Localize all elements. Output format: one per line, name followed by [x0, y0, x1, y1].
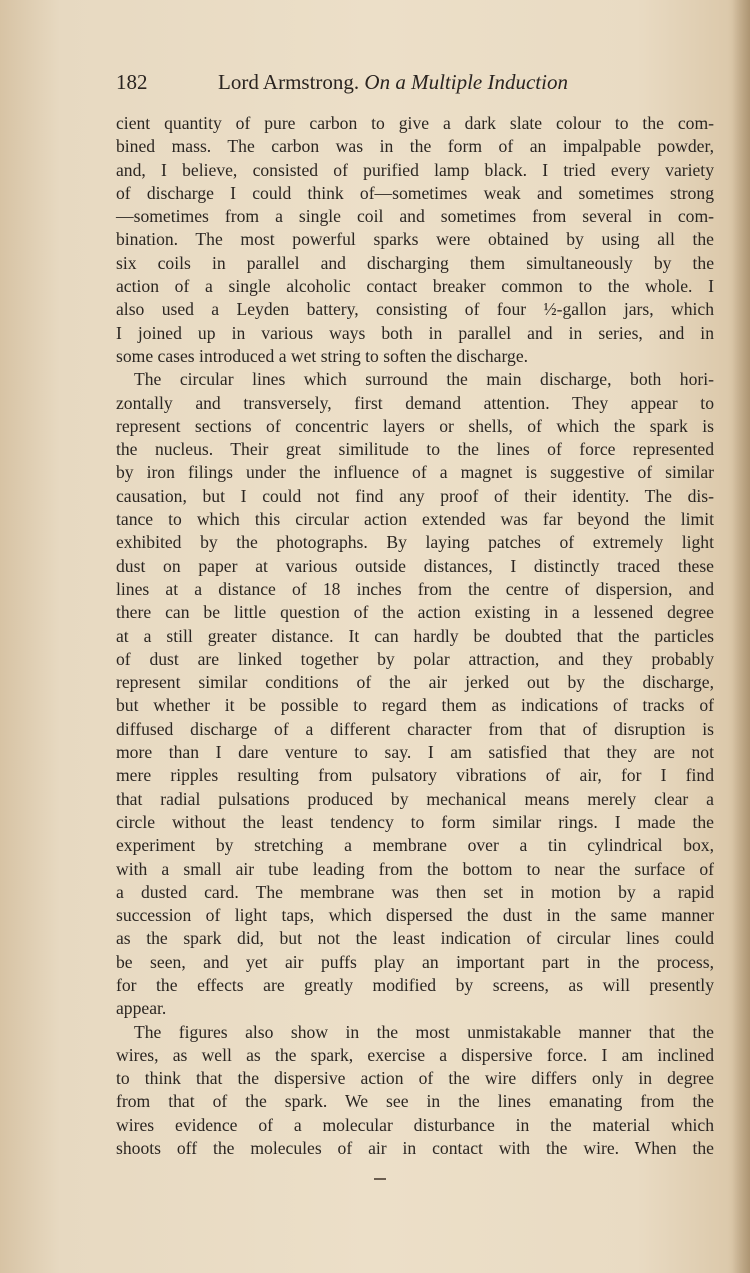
- text-line: more than I dare venture to say. I am satisfied that they are not: [116, 742, 714, 763]
- text-line: mere ripples resulting from pulsatory vibrations of air, for I find: [116, 765, 714, 786]
- text-line: also used a Leyden battery, consisting of four ½-gallon jars, which: [116, 299, 714, 320]
- text-line: wires, as well as the spark, exercise a dispersive force. I am inclined: [116, 1044, 714, 1065]
- paragraph-end-line: some cases introduced a wet string to soften the discharge.: [116, 345, 529, 366]
- article-title: On a Multiple Induction: [364, 70, 568, 94]
- text-line: exhibited by the photographs. By laying patches of extremely light: [116, 532, 714, 553]
- paragraph-start-line: The figures also show in the most unmistakable manner that the: [134, 1021, 714, 1042]
- paragraph-end-line: appear.: [116, 998, 167, 1019]
- text-line: dust on paper at various outside distances, I distinctly traced these: [116, 555, 714, 576]
- text-line: to think that the dispersive action of the wire differs only in degree: [116, 1068, 714, 1089]
- text-line: represent sections of concentric layers or shells, of which the spark is: [116, 415, 714, 436]
- text-line: causation, but I could not find any proof of their identity. The dis-: [116, 485, 714, 506]
- text-line: diffused discharge of a different character from that of disruption is: [116, 718, 714, 739]
- text-line: six coils in parallel and discharging them simultaneously by the: [116, 252, 714, 273]
- text-line: and, I believe, consisted of purified lamp black. I tried every variety: [116, 159, 714, 180]
- paragraph-start-line: The circular lines which surround the main discharge, both hori-: [134, 369, 714, 390]
- text-line: wires evidence of a molecular disturbance in the material which: [116, 1114, 714, 1135]
- text-line: I joined up in various ways both in parallel and in series, and in: [116, 322, 714, 343]
- text-line: experiment by stretching a membrane over a tin cylindrical box,: [116, 835, 714, 856]
- text-line: succession of light taps, which dispersed the dust in the same manner: [116, 905, 714, 926]
- text-line: a dusted card. The membrane was then set in motion by a rapid: [116, 881, 714, 902]
- text-line: by iron filings under the influence of a magnet is suggestive of similar: [116, 462, 714, 483]
- text-line: the nucleus. Their great similitude to the lines of force represented: [116, 439, 714, 460]
- printer-mark: [374, 1178, 386, 1180]
- text-line: bination. The most powerful sparks were obtained by using all the: [116, 229, 714, 250]
- text-line: lines at a distance of 18 inches from the centre of dispersion, and: [116, 578, 714, 599]
- text-line: shoots off the molecules of air in contact with the wire. When the: [116, 1138, 714, 1159]
- text-line: be seen, and yet air puffs play an important part in the process,: [116, 951, 714, 972]
- author-name: Lord Armstrong.: [218, 70, 360, 94]
- text-line: circle without the least tendency to form similar rings. I made the: [116, 811, 714, 832]
- text-line: there can be little question of the action existing in a lessened degree: [116, 602, 714, 623]
- text-line: with a small air tube leading from the bottom to near the surface of: [116, 858, 714, 879]
- text-line: of dust are linked together by polar attraction, and they probably: [116, 648, 714, 669]
- text-line: cient quantity of pure carbon to give a dark slate colour to the com-: [116, 113, 714, 133]
- text-line: bined mass. The carbon was in the form of an impalpable powder,: [116, 136, 714, 157]
- text-line: represent similar conditions of the air jerked out by the discharge,: [116, 672, 714, 693]
- text-line: tance to which this circular action extended was far beyond the limit: [116, 509, 714, 530]
- text-line: zontally and transversely, first demand attention. They appear to: [116, 392, 714, 413]
- text-line: as the spark did, but not the least indication of circular lines could: [116, 928, 714, 949]
- text-line: from that of the spark. We see in the lines emanating from the: [116, 1091, 714, 1112]
- text-line: of discharge I could think of—sometimes weak and sometimes strong: [116, 182, 714, 203]
- text-line: at a still greater distance. It can hardly be doubted that the particles: [116, 625, 714, 646]
- text-line: for the effects are greatly modified by screens, as will presently: [116, 974, 714, 995]
- text-line: —sometimes from a single coil and sometimes from several in com-: [116, 206, 714, 227]
- body-text: [116, 112, 714, 1160]
- running-title: [218, 70, 568, 95]
- page-number: 182: [116, 70, 148, 94]
- text-line: action of a single alcoholic contact breaker common to the whole. I: [116, 276, 714, 297]
- text-line: that radial pulsations produced by mechanical means merely clear a: [116, 788, 714, 809]
- text-line: but whether it be possible to regard them as indications of tracks of: [116, 695, 714, 716]
- running-header: [116, 70, 716, 100]
